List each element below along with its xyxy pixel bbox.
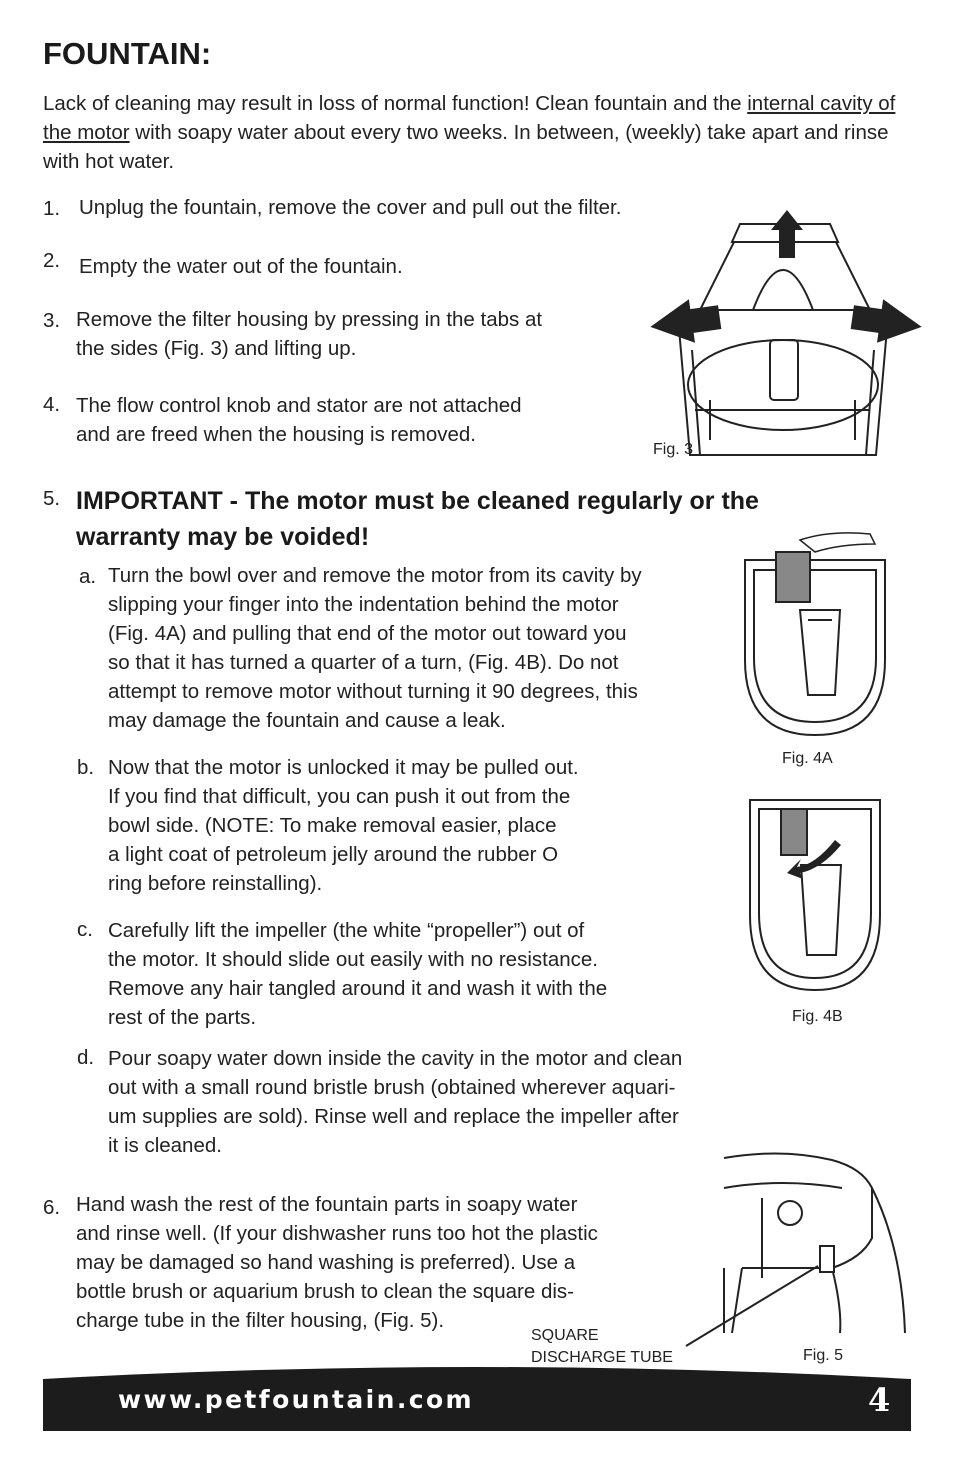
intro-paragraph (43, 89, 913, 176)
step-4-line-2: and are freed when the housing is removed. (76, 423, 477, 446)
substep-a-letter: a. (79, 565, 97, 588)
intro-text-1: Lack of cleaning may result in loss of normal function! Clean fountain and the (43, 92, 748, 115)
step-6-line: and rinse well. (If your dishwasher runs too hot the plastic (76, 1222, 598, 1245)
intro-underlined-text: internal cavity of the motor (43, 92, 896, 144)
footer-website-link[interactable]: www.petfountain.com (118, 1385, 474, 1414)
step-3-line-1: Remove the filter housing by pressing in the tabs at (76, 308, 543, 331)
substep-c-line: rest of the parts. (108, 1006, 257, 1029)
figure-3-illustration (640, 210, 930, 470)
step-6-text (76, 1190, 706, 1335)
substep-a-line: (Fig. 4A) and pulling that end of the motor out toward you (108, 622, 627, 645)
substep-d-letter: d. (77, 1046, 95, 1069)
step-6-number: 6. (43, 1196, 61, 1219)
step-5-important-line-2: warranty may be voided! (76, 523, 370, 551)
substep-d-line: it is cleaned. (108, 1134, 222, 1157)
step-3-line-2: the sides (Fig. 3) and lifting up. (76, 337, 357, 360)
substep-b-line: bowl side. (NOTE: To make removal easier, place (108, 814, 557, 837)
substep-d-line: Pour soapy water down inside the cavity in the motor and clean (108, 1047, 683, 1070)
substep-b-letter: b. (77, 756, 95, 779)
substep-c-line: Remove any hair tangled around it and wash it with the (108, 977, 608, 1000)
step-3-number: 3. (43, 309, 61, 332)
step-5-important-line-1: IMPORTANT - The motor must be cleaned regularly or the (76, 487, 759, 515)
fig-5-caption: Fig. 5 (803, 1347, 844, 1364)
figure-4b-illustration (745, 795, 885, 1000)
substep-c-letter: c. (77, 918, 93, 941)
substep-b-line: a light coat of petroleum jelly around the rubber O (108, 843, 559, 866)
step-2-text: Empty the water out of the fountain. (79, 255, 403, 278)
substep-a-line: slipping your finger into the indentation behind the motor (108, 593, 619, 616)
substep-a-line: may damage the fountain and cause a leak. (108, 709, 506, 732)
intro-text-2: with soapy water about every two weeks. In between, (weekly) take apart and rinse with hot water. (43, 121, 889, 173)
step-6-line: charge tube in the filter housing, (Fig. 5). (76, 1309, 445, 1332)
fig-4b-caption: Fig. 4B (792, 1008, 843, 1025)
substep-a-line: attempt to remove motor without turning it 90 degrees, this (108, 680, 638, 703)
fig-4a-caption: Fig. 4A (782, 750, 833, 767)
substep-a-line: so that it has turned a quarter of a turn, (Fig. 4B). Do not (108, 651, 619, 674)
substep-d-text (108, 1044, 808, 1160)
substep-a-line: Turn the bowl over and remove the motor from its cavity by (108, 564, 642, 587)
callout-label (531, 1325, 673, 1369)
page-number: 4 (868, 1381, 891, 1419)
substep-a-text (108, 561, 748, 735)
callout-line-1: SQUARE (531, 1327, 599, 1344)
step-4-line-1: The flow control knob and stator are not attached (76, 394, 522, 417)
figure-4a-illustration (740, 530, 890, 745)
callout-line-2: DISCHARGE TUBE (531, 1349, 673, 1366)
callout-leader-line (680, 1262, 830, 1352)
substep-b-text (108, 753, 688, 898)
substep-d-line: um supplies are sold). Rinse well and replace the impeller after (108, 1105, 679, 1128)
fig-3-caption: Fig. 3 (653, 441, 694, 458)
substep-b-line: ring before reinstalling). (108, 872, 323, 895)
step-4-number: 4. (43, 393, 61, 416)
finger-icon (800, 533, 875, 552)
step-2-number: 2. (43, 249, 61, 272)
substep-b-line: Now that the motor is unlocked it may be pulled out. (108, 756, 579, 779)
substep-c-line: Carefully lift the impeller (the white “propeller”) out of (108, 919, 585, 942)
step-1-number: 1. (43, 197, 61, 220)
substep-c-line: the motor. It should slide out easily with no resistance. (108, 948, 598, 971)
step-5-number: 5. (43, 487, 61, 510)
substep-d-line: out with a small round bristle brush (obtained wherever aquari- (108, 1076, 676, 1099)
substep-c-text (108, 916, 708, 1032)
substep-b-line: If you find that difficult, you can push it out from the (108, 785, 571, 808)
step-6-line: may be damaged so hand washing is preferred). Use a (76, 1251, 576, 1274)
step-1-text: Unplug the fountain, remove the cover and pull out the filter. (79, 196, 622, 219)
page-title: FOUNTAIN: (43, 36, 212, 71)
step-6-line: bottle brush or aquarium brush to clean the square dis- (76, 1280, 574, 1303)
step-6-line: Hand wash the rest of the fountain parts in soapy water (76, 1193, 578, 1216)
